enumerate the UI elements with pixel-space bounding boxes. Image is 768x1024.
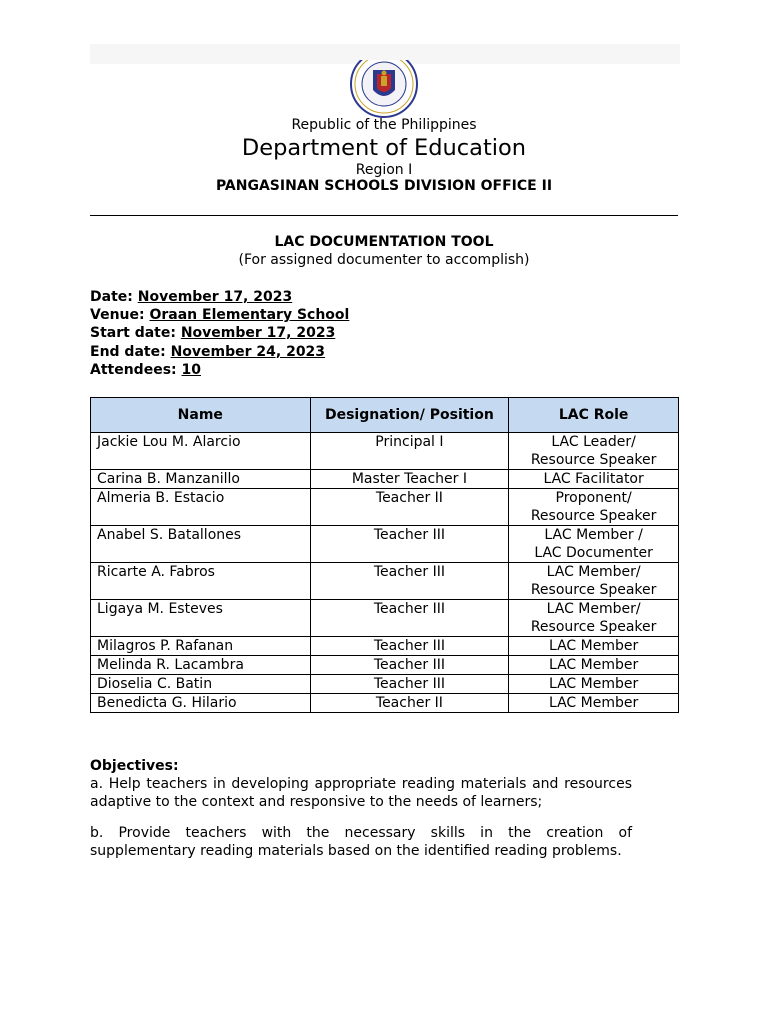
start-date-label: Start date: — [90, 325, 176, 342]
attendee-position: Teacher III — [310, 656, 509, 675]
attendee-name: Benedicta G. Hilario — [91, 694, 311, 713]
date-label: Date: — [90, 289, 133, 305]
attendee-name: Milagros P. Rafanan — [91, 637, 311, 656]
region-line: Region I — [355, 162, 413, 178]
attendee-position: Teacher II — [310, 489, 509, 526]
attendee-position: Master Teacher I — [310, 470, 509, 489]
attendee-position: Teacher III — [310, 600, 509, 637]
attendee-name: Carina B. Manzanillo — [91, 470, 311, 489]
date-row — [90, 288, 349, 306]
objectives-heading: Objectives: — [90, 758, 179, 774]
attendee-role: LAC Member/ Resource Speaker — [509, 600, 679, 637]
attendee-name: Almeria B. Estacio — [91, 489, 311, 526]
tool-subtitle: (For assigned documenter to accomplish) — [238, 252, 530, 268]
attendee-role: LAC Member — [509, 656, 679, 675]
attendee-position: Teacher III — [310, 526, 509, 563]
attendee-name: Anabel S. Batallones — [91, 526, 311, 563]
attendee-name: Melinda R. Lacambra — [91, 656, 311, 675]
objectives-section — [90, 757, 632, 860]
position-column-header: Designation/ Position — [310, 398, 509, 433]
attendee-position: Principal I — [310, 433, 509, 470]
attendees-value: 10 — [181, 361, 201, 378]
attendee-name: Ricarte A. Fabros — [91, 563, 311, 600]
attendee-position: Teacher II — [310, 694, 509, 713]
objective-item: a. Help teachers in developing appropriate reading materials and resources adaptive to the context and responsive to the needs of learners; — [90, 776, 632, 810]
table-row — [91, 489, 679, 526]
venue-value: Oraan Elementary School — [149, 307, 350, 324]
attendees-row — [90, 361, 349, 379]
attendee-position: Teacher III — [310, 637, 509, 656]
event-info — [90, 288, 349, 379]
table-row — [91, 637, 679, 656]
table-row — [91, 563, 679, 600]
table-header-row — [91, 398, 679, 433]
attendee-position: Teacher III — [310, 563, 509, 600]
role-column-header: LAC Role — [509, 398, 679, 433]
name-column-header: Name — [91, 398, 311, 433]
date-value: November 17, 2023 — [137, 289, 293, 305]
attendee-role: LAC Member/ Resource Speaker — [509, 563, 679, 600]
table-row — [91, 433, 679, 470]
deped-seal-logo — [347, 60, 421, 118]
table-row — [91, 656, 679, 675]
table-row — [91, 526, 679, 563]
tool-title: LAC DOCUMENTATION TOOL — [274, 234, 494, 250]
attendee-table — [90, 397, 679, 713]
header-divider — [90, 215, 678, 216]
republic-line: Republic of the Philippines — [291, 117, 477, 133]
attendee-role: LAC Facilitator — [509, 470, 679, 489]
end-date-value: November 24, 2023 — [170, 343, 326, 360]
attendee-role: LAC Member / LAC Documenter — [509, 526, 679, 563]
end-date-row — [90, 343, 349, 361]
attendee-role: Proponent/ Resource Speaker — [509, 489, 679, 526]
end-date-label: End date: — [90, 343, 166, 360]
table-row — [91, 470, 679, 489]
start-date-value: November 17, 2023 — [180, 325, 336, 342]
attendee-role: LAC Member — [509, 637, 679, 656]
venue-row — [90, 306, 349, 324]
objective-item: b. Provide teachers with the necessary skills in the creation of supplementary reading materials based on the identified reading problems. — [90, 825, 632, 859]
table-row — [91, 600, 679, 637]
attendees-label: Attendees: — [90, 361, 177, 378]
attendee-role: LAC Member — [509, 694, 679, 713]
start-date-row — [90, 324, 349, 342]
attendee-name: Ligaya M. Esteves — [91, 600, 311, 637]
department-title: Department of Education — [241, 135, 527, 161]
venue-label: Venue: — [90, 307, 145, 324]
attendee-name: Jackie Lou M. Alarcio — [91, 433, 311, 470]
attendee-position: Teacher III — [310, 675, 509, 694]
table-row — [91, 694, 679, 713]
division-office: PANGASINAN SCHOOLS DIVISION OFFICE II — [215, 178, 553, 194]
attendee-name: Dioselia C. Batin — [91, 675, 311, 694]
attendee-role: LAC Leader/ Resource Speaker — [509, 433, 679, 470]
table-row — [91, 675, 679, 694]
attendee-role: LAC Member — [509, 675, 679, 694]
